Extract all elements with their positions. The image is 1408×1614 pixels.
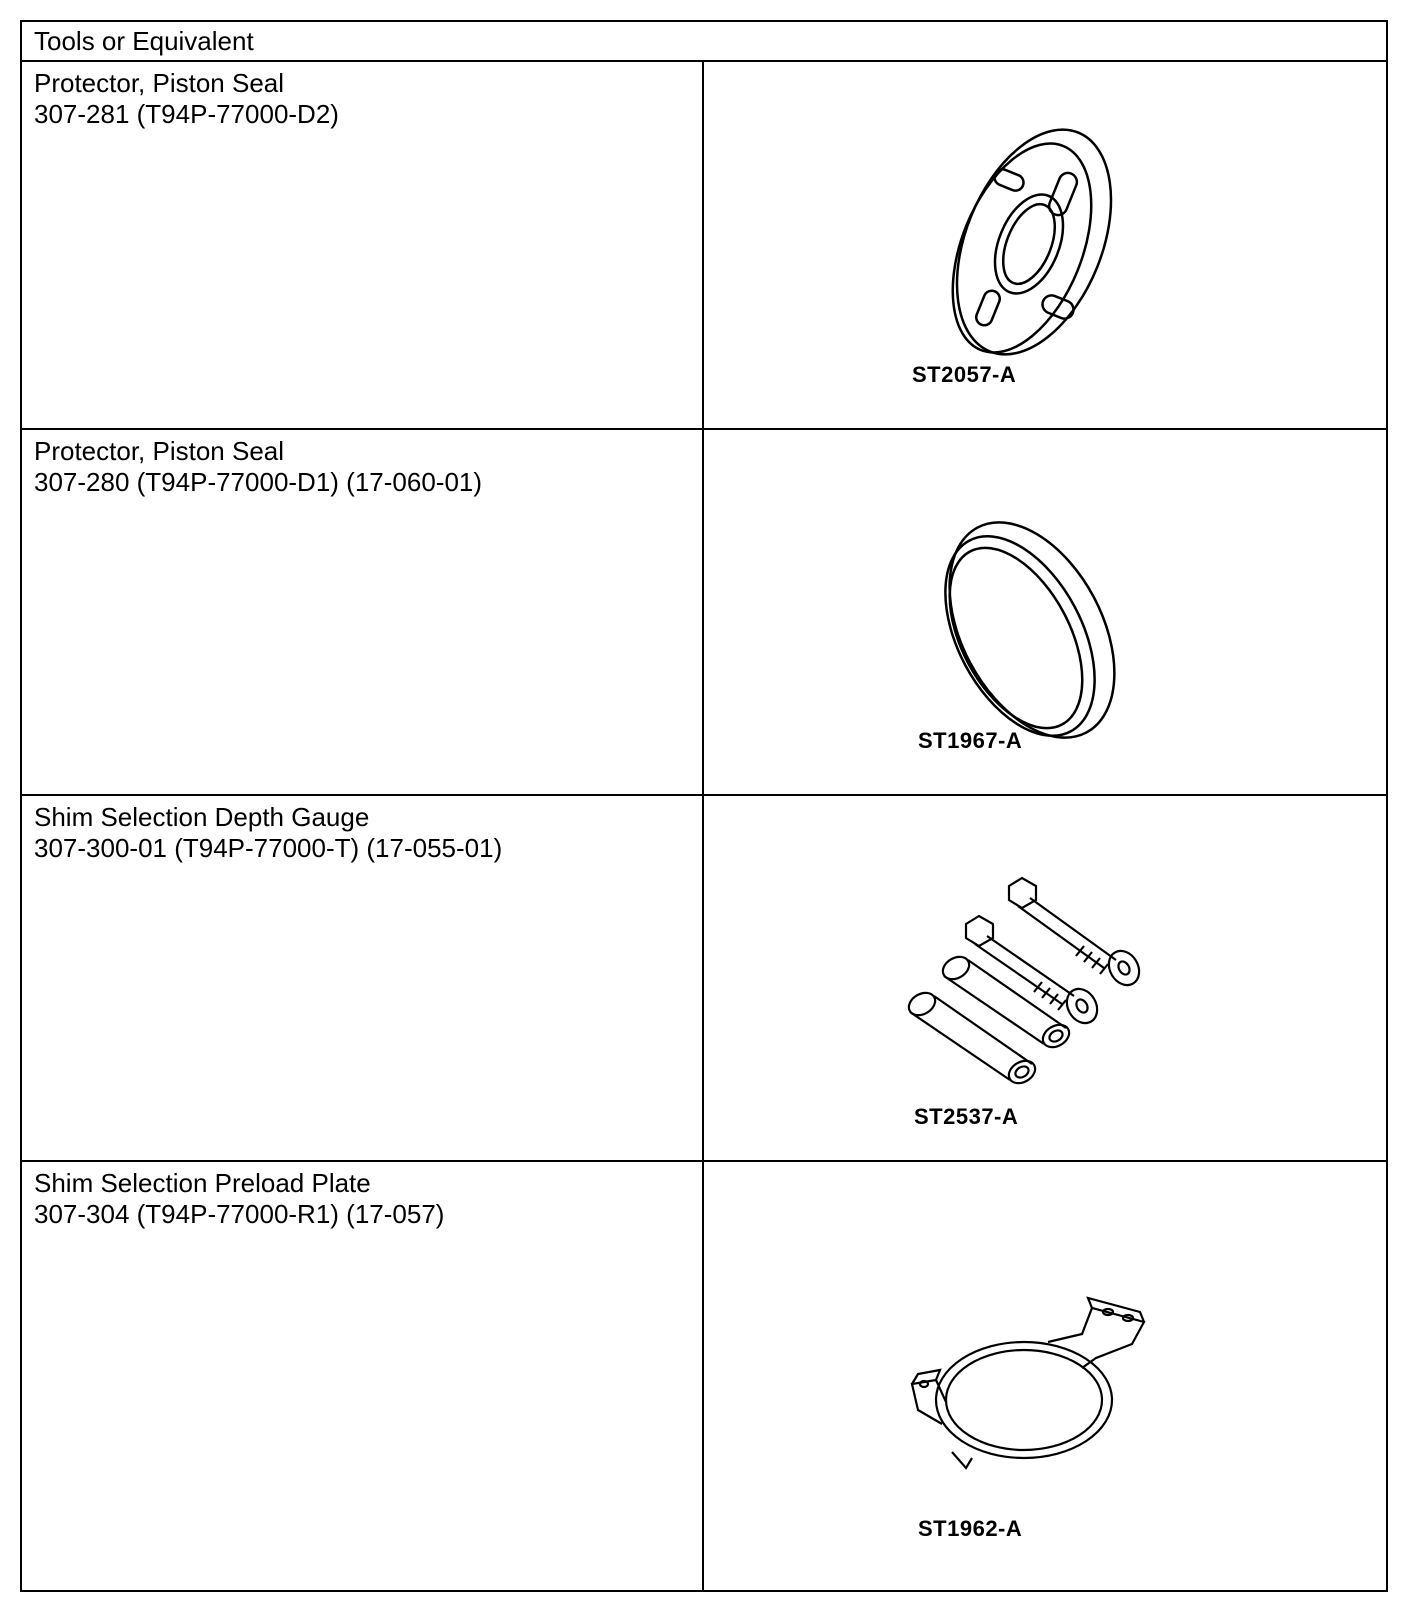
tool-name: Shim Selection Preload Plate <box>34 1168 371 1198</box>
figure-label: ST2537-A <box>914 1104 1019 1129</box>
tool-name: Protector, Piston Seal <box>34 436 285 466</box>
tools-table <box>20 20 1388 1592</box>
tool-number: 307-281 (T94P-77000-D2) <box>34 99 339 129</box>
tool-number: 307-304 (T94P-77000-R1) (17-057) <box>34 1199 445 1229</box>
table-row <box>22 1162 1386 1592</box>
table-header: Tools or Equivalent <box>22 22 1386 62</box>
tool-number: 307-280 (T94P-77000-D1) (17-060-01) <box>34 467 483 497</box>
figure-label: ST2057-A <box>912 362 1017 387</box>
tool-illustration-cell <box>704 796 1386 1160</box>
tool-number: 307-300-01 (T94P-77000-T) (17-055-01) <box>34 833 503 863</box>
preload-plate-illustration <box>704 1162 1386 1590</box>
tool-name: Shim Selection Depth Gauge <box>34 802 370 832</box>
figure-label: ST1962-A <box>918 1516 1023 1541</box>
tool-illustration-cell <box>704 430 1386 794</box>
table-row <box>22 62 1386 430</box>
table-row <box>22 430 1386 796</box>
figure-label: ST1967-A <box>918 728 1023 753</box>
tool-description-cell <box>22 1162 704 1592</box>
tool-illustration-cell <box>704 62 1386 428</box>
piston-seal-protector-ring-illustration <box>704 430 1386 794</box>
tool-illustration-cell <box>704 1162 1386 1592</box>
piston-seal-protector-disc-illustration <box>704 62 1386 428</box>
tool-description-cell <box>22 430 704 794</box>
tool-description-cell <box>22 796 704 1160</box>
table-row <box>22 796 1386 1162</box>
tool-name: Protector, Piston Seal <box>34 68 285 98</box>
depth-gauge-bolts-and-spacers-illustration <box>704 796 1386 1160</box>
tool-description-cell <box>22 62 704 428</box>
